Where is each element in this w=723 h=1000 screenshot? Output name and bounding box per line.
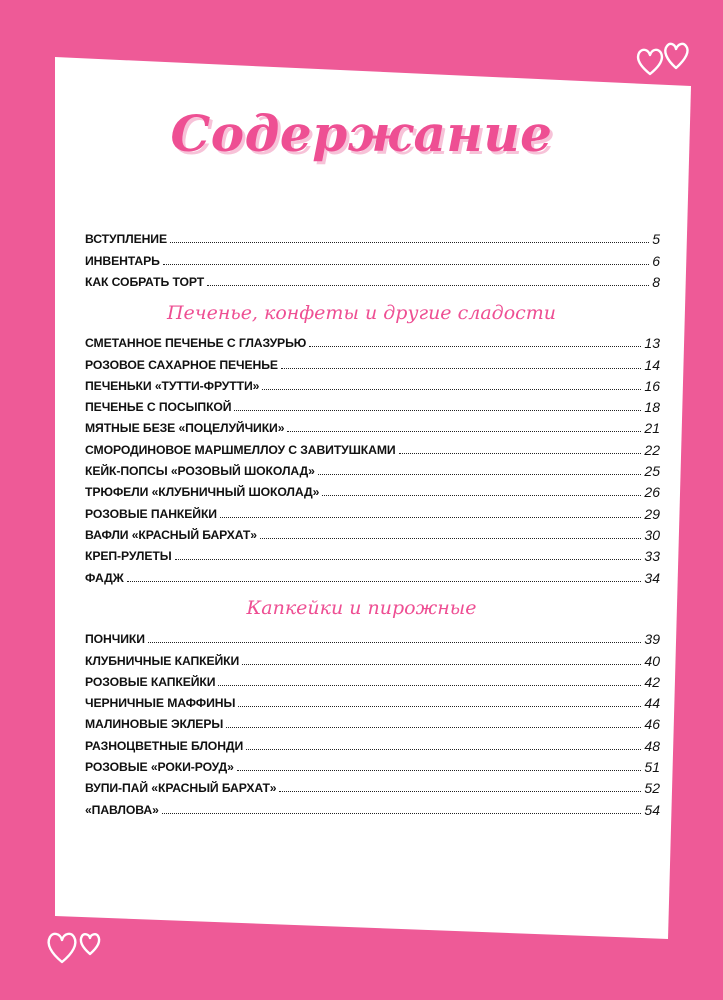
- toc-row[interactable]: [85, 521, 660, 542]
- toc-row[interactable]: [85, 329, 660, 350]
- dot-leader: [322, 494, 641, 496]
- dot-leader: [237, 769, 642, 771]
- dot-leader: [242, 663, 641, 665]
- toc-row-label: ВАФЛИ «КРАСНЫЙ БАРХАТ»: [85, 527, 257, 542]
- toc-row-page: 33: [644, 548, 660, 565]
- toc-row-label: СМЕТАННОЕ ПЕЧЕНЬЕ С ГЛАЗУРЬЮ: [85, 336, 307, 351]
- dot-leader: [234, 409, 641, 411]
- toc-row-page: 5: [652, 231, 660, 248]
- toc-row-label: ВСТУПЛЕНИЕ: [85, 232, 167, 247]
- toc-row[interactable]: [85, 350, 660, 371]
- toc-row-label: КАК СОБРАТЬ ТОРТ: [85, 274, 205, 289]
- toc-row[interactable]: [85, 625, 660, 646]
- toc-row-page: 18: [644, 399, 660, 416]
- toc-row-label: МАЛИНОВЫЕ ЭКЛЕРЫ: [85, 717, 224, 732]
- toc-row[interactable]: [85, 774, 660, 795]
- toc-row-label: ФАДЖ: [85, 570, 124, 585]
- toc-row-page: 8: [652, 273, 660, 290]
- section-heading: Печенье, конфеты и другие сладости: [166, 302, 557, 324]
- toc-row[interactable]: [85, 225, 660, 246]
- toc-row[interactable]: [85, 689, 660, 710]
- toc-row-page: 40: [644, 652, 660, 669]
- toc-row-page: 29: [644, 505, 660, 522]
- dot-leader: [127, 580, 642, 582]
- toc-row[interactable]: [85, 393, 660, 414]
- toc-row-label: РОЗОВЫЕ «РОКИ-РОУД»: [85, 760, 234, 775]
- toc-row-page: 34: [644, 569, 660, 586]
- toc-row-label: «ПАВЛОВА»: [85, 802, 159, 817]
- dot-leader: [220, 516, 641, 518]
- dot-leader: [246, 748, 641, 750]
- toc-row[interactable]: [85, 478, 660, 499]
- toc-row-label: ТРЮФЕЛИ «КЛУБНИЧНЫЙ ШОКОЛАД»: [85, 485, 320, 500]
- toc-row-label: КЕЙК-ПОПСЫ «РОЗОВЫЙ ШОКОЛАД»: [85, 464, 315, 479]
- toc-row-label: ЧЕРНИЧНЫЕ МАФФИНЫ: [85, 696, 236, 711]
- toc-row-label: ПОНЧИКИ: [85, 632, 145, 647]
- toc-row[interactable]: [85, 414, 660, 435]
- dot-leader: [318, 473, 642, 475]
- toc-row-page: 30: [644, 526, 660, 543]
- toc-row-page: 25: [644, 463, 660, 480]
- dot-leader: [309, 345, 641, 347]
- dot-leader: [281, 367, 642, 369]
- toc-intro: [85, 225, 660, 289]
- toc-row-page: 54: [644, 801, 660, 818]
- toc-row[interactable]: [85, 563, 660, 584]
- dot-leader: [175, 558, 642, 560]
- toc-row-page: 16: [644, 377, 660, 394]
- toc-row-label: РОЗОВОЕ САХАРНОЕ ПЕЧЕНЬЕ: [85, 357, 278, 372]
- toc-section-2: [85, 625, 660, 817]
- toc-row[interactable]: [85, 668, 660, 689]
- dot-leader: [226, 726, 641, 728]
- toc-row-label: РАЗНОЦВЕТНЫЕ БЛОНДИ: [85, 738, 244, 753]
- toc-row-page: 21: [644, 420, 660, 437]
- toc-row-label: РОЗОВЫЕ КАПКЕЙКИ: [85, 674, 216, 689]
- toc-row-label: ВУПИ-ПАЙ «КРАСНЫЙ БАРХАТ»: [85, 781, 277, 796]
- toc-row[interactable]: [85, 372, 660, 393]
- toc-row[interactable]: [85, 457, 660, 478]
- toc-row-page: 39: [644, 631, 660, 648]
- hearts-icon: [634, 38, 694, 82]
- toc-row[interactable]: [85, 268, 660, 289]
- toc-row-page: 46: [644, 716, 660, 733]
- toc-row-label: РОЗОВЫЕ ПАНКЕЙКИ: [85, 506, 217, 521]
- toc-row-label: МЯТНЫЕ БЕЗЕ «ПОЦЕЛУЙЧИКИ»: [85, 421, 285, 436]
- toc-row[interactable]: [85, 795, 660, 816]
- toc-row[interactable]: [85, 753, 660, 774]
- dot-leader: [279, 790, 641, 792]
- dot-leader: [287, 430, 641, 432]
- toc-row[interactable]: [85, 542, 660, 563]
- dot-leader: [218, 684, 641, 686]
- dot-leader: [238, 705, 641, 707]
- toc-row[interactable]: [85, 435, 660, 456]
- toc-row-page: 13: [644, 335, 660, 352]
- toc-row-page: 6: [652, 252, 660, 269]
- page-title: Содержание: [170, 104, 553, 163]
- toc-row-page: 52: [644, 780, 660, 797]
- dot-leader: [170, 241, 649, 243]
- toc-row-page: 14: [644, 356, 660, 373]
- toc-row-label: КЛУБНИЧНЫЕ КАПКЕЙКИ: [85, 653, 240, 668]
- toc-row[interactable]: [85, 710, 660, 731]
- toc-section-1: [85, 329, 660, 585]
- dot-leader: [260, 537, 642, 539]
- dot-leader: [207, 284, 649, 286]
- toc-row-label: КРЕП-РУЛЕТЫ: [85, 549, 172, 564]
- dot-leader: [148, 641, 642, 643]
- dot-leader: [162, 812, 642, 814]
- toc-row-page: 42: [644, 673, 660, 690]
- toc-row-page: 26: [644, 484, 660, 501]
- toc-row-page: 48: [644, 737, 660, 754]
- toc-row-page: 44: [644, 695, 660, 712]
- dot-leader: [262, 388, 641, 390]
- section-heading: Капкейки и пирожные: [246, 597, 477, 619]
- hearts-icon: [44, 920, 108, 970]
- toc-row-label: ИНВЕНТАРЬ: [85, 253, 160, 268]
- toc-row[interactable]: [85, 731, 660, 752]
- toc-row[interactable]: [85, 246, 660, 267]
- toc-row-label: СМОРОДИНОВОЕ МАРШМЕЛЛОУ С ЗАВИТУШКАМИ: [85, 442, 396, 457]
- dot-leader: [399, 452, 642, 454]
- toc-row[interactable]: [85, 499, 660, 520]
- dot-leader: [163, 263, 649, 265]
- toc-row-label: ПЕЧЕНЬКИ «ТУТТИ-ФРУТТИ»: [85, 378, 260, 393]
- toc-row-page: 22: [644, 441, 660, 458]
- toc-row-page: 51: [644, 759, 660, 776]
- toc-row[interactable]: [85, 646, 660, 667]
- toc-row-label: ПЕЧЕНЬЕ С ПОСЫПКОЙ: [85, 400, 232, 415]
